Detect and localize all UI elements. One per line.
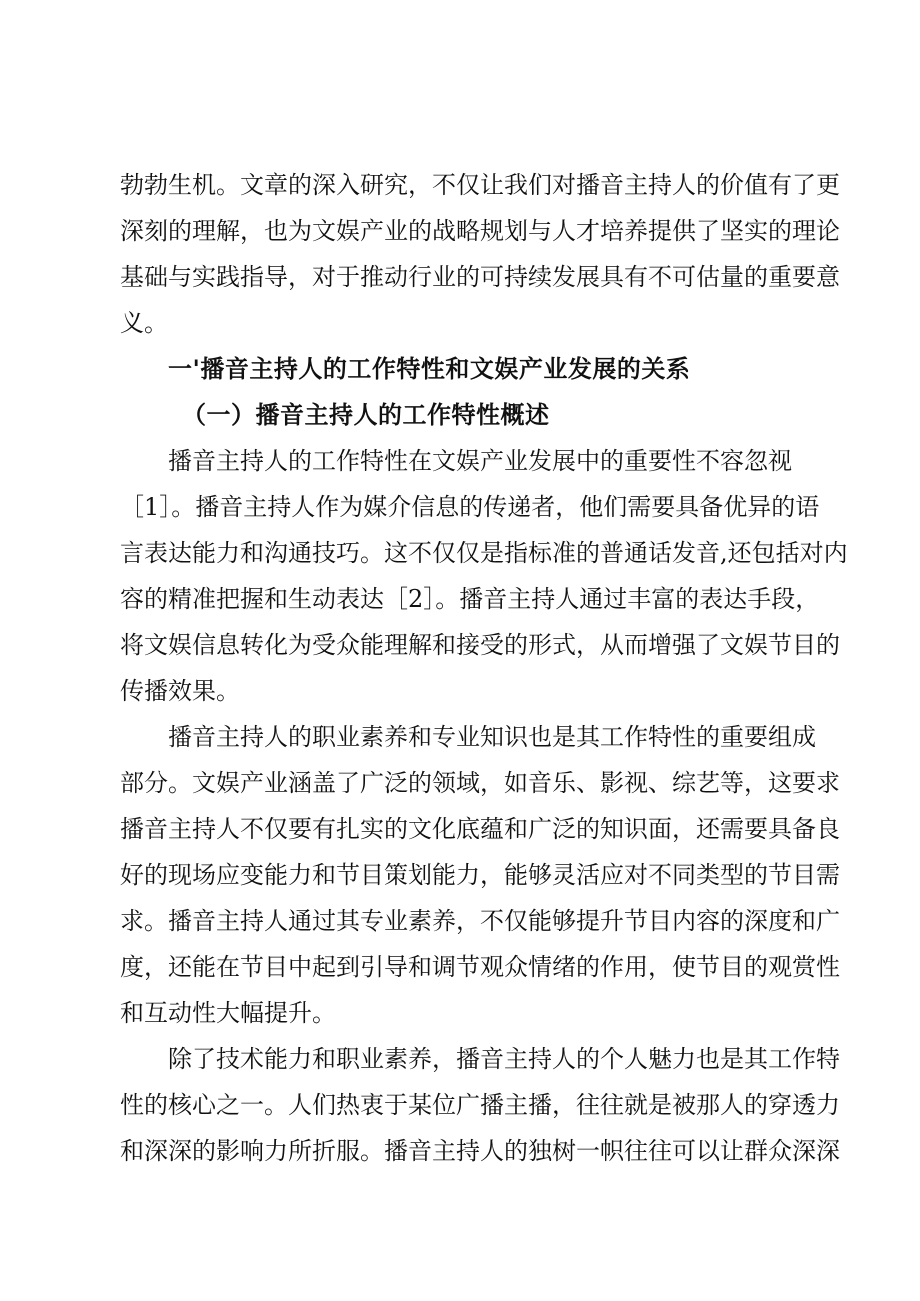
paragraph-line: 将文娱信息转化为受众能理解和接受的形式，从而增强了文娱节目的 <box>120 631 840 659</box>
paragraph-line: 勃勃生机。文章的深入研究，不仅让我们对播音主持人的价值有了更 <box>120 171 840 199</box>
paragraph-line: 传播效果。 <box>120 677 240 705</box>
paragraph-line: 深刻的理解，也为文娱产业的战略规划与人才培养提供了坚实的理论 <box>120 217 840 245</box>
section-heading: 一'播音主持人的工作特性和文娱产业发展的关系 <box>168 355 691 383</box>
paragraph-line: 基础与实践指导，对于推动行业的可持续发展具有不可估量的重要意 <box>120 263 840 291</box>
paragraph-line: 部分。文娱产业涵盖了广泛的领域，如音乐、影视、综艺等，这要求 <box>120 769 840 797</box>
paragraph-line: 义。 <box>120 309 168 337</box>
paragraph-line: 和互动性大幅提升。 <box>120 999 336 1027</box>
paragraph-line: 求。播音主持人通过其专业素养，不仅能够提升节目内容的深度和广 <box>120 907 840 935</box>
paragraph-line: 和深深的影响力所折服。播音主持人的独树一帜往往可以让群众深深 <box>120 1137 840 1165</box>
paragraph-line: 播音主持人的职业素养和专业知识也是其工作特性的重要组成 <box>168 723 816 751</box>
paragraph-line: 度，还能在节目中起到引导和调节观众情绪的作用，使节目的观赏性 <box>120 953 840 981</box>
paragraph-line: 容的精准把握和生动表达［2］。播音主持人通过丰富的表达手段， <box>120 585 820 613</box>
subsection-heading: （一）播音主持人的工作特性概述 <box>182 401 550 429</box>
paragraph-line: 性的核心之一。人们热衷于某位广播主播，往往就是被那人的穿透力 <box>120 1091 840 1119</box>
paragraph-line: ［1］。播音主持人作为媒介信息的传递者，他们需要具备优异的语 <box>120 493 820 521</box>
paragraph-line: 好的现场应变能力和节目策划能力，能够灵活应对不同类型的节目需 <box>120 861 840 889</box>
paragraph-line: 播音主持人的工作特性在文娱产业发展中的重要性不容忽视 <box>168 447 792 475</box>
paragraph-line: 除了技术能力和职业素养，播音主持人的个人魅力也是其工作特 <box>168 1045 840 1073</box>
paragraph-line: 言表达能力和沟通技巧。这不仅仅是指标准的普通话发音,还包括对内 <box>120 539 848 567</box>
paragraph-line: 播音主持人不仅要有扎实的文化底蕴和广泛的知识面，还需要具备良 <box>120 815 840 843</box>
